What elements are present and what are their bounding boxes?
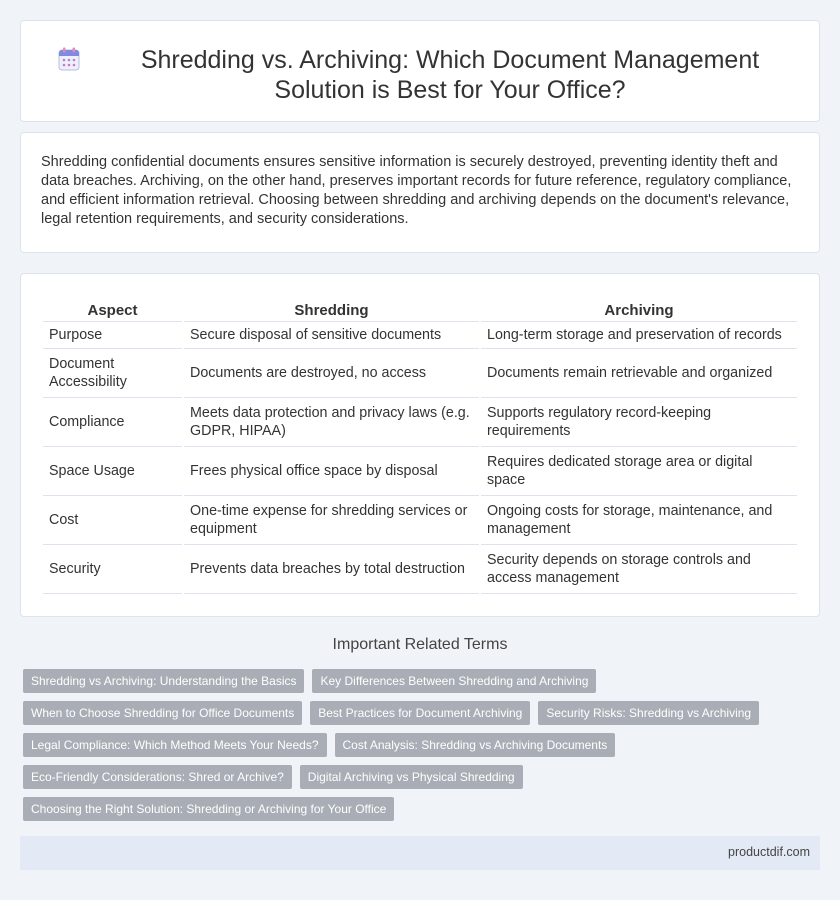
table-row	[43, 496, 797, 545]
table-header-row	[43, 296, 797, 322]
comparison-table	[41, 296, 799, 594]
related-term-tag[interactable]: Choosing the Right Solution: Shredding or Archiving for Your Office	[23, 797, 394, 821]
table-cell: Security	[43, 545, 182, 594]
table-row	[43, 322, 797, 349]
related-term-tag[interactable]: Best Practices for Document Archiving	[310, 701, 530, 725]
footer-site-name: productdif.com	[728, 845, 810, 859]
title-card	[20, 20, 820, 122]
header-archiving: Archiving	[481, 296, 797, 322]
table-cell: Document Accessibility	[43, 349, 182, 398]
table-cell: Documents are destroyed, no access	[184, 349, 479, 398]
table-row	[43, 398, 797, 447]
table-cell: Supports regulatory record-keeping requirements	[481, 398, 797, 447]
footer	[20, 836, 820, 870]
related-term-tag[interactable]: Security Risks: Shredding vs Archiving	[538, 701, 759, 725]
intro-card	[20, 132, 820, 253]
related-term-tag[interactable]: Legal Compliance: Which Method Meets Your Needs?	[23, 733, 327, 757]
intro-paragraph: Shredding confidential documents ensures sensitive information is securely destroyed, preventing identity theft and data breaches. Archiving, on the other hand, preserves important records for future reference, regulatory compliance, and efficient information retrieval. Choosing between shredding and archiving depends on the document's relevance, legal retention requirements, and security considerations.	[41, 154, 792, 227]
related-terms-list	[23, 669, 803, 821]
related-term-tag[interactable]: Shredding vs Archiving: Understanding the Basics	[23, 669, 304, 693]
table-row	[43, 349, 797, 398]
related-term-tag[interactable]: Eco-Friendly Considerations: Shred or Archive?	[23, 765, 292, 789]
table-cell: Space Usage	[43, 447, 182, 496]
header-aspect: Aspect	[43, 296, 182, 322]
table-cell: Requires dedicated storage area or digital space	[481, 447, 797, 496]
table-cell: Long-term storage and preservation of records	[481, 322, 797, 349]
table-cell: Frees physical office space by disposal	[184, 447, 479, 496]
table-cell: Meets data protection and privacy laws (e.g. GDPR, HIPAA)	[184, 398, 479, 447]
table-cell: Ongoing costs for storage, maintenance, and management	[481, 496, 797, 545]
table-row	[43, 447, 797, 496]
related-term-tag[interactable]: Cost Analysis: Shredding vs Archiving Documents	[335, 733, 616, 757]
related-term-tag[interactable]: Digital Archiving vs Physical Shredding	[300, 765, 523, 789]
related-term-tag[interactable]: When to Choose Shredding for Office Documents	[23, 701, 302, 725]
comparison-card	[20, 273, 820, 617]
table-cell: Security depends on storage controls and access management	[481, 545, 797, 594]
table-row	[43, 545, 797, 594]
table-cell: One-time expense for shredding services or equipment	[184, 496, 479, 545]
table-cell: Cost	[43, 496, 182, 545]
table-cell: Purpose	[43, 322, 182, 349]
related-term-tag[interactable]: Key Differences Between Shredding and Archiving	[312, 669, 596, 693]
calendar-icon	[58, 47, 80, 71]
table-cell: Prevents data breaches by total destruction	[184, 545, 479, 594]
table-cell: Documents remain retrievable and organized	[481, 349, 797, 398]
related-terms-title: Important Related Terms	[332, 636, 508, 653]
table-cell: Secure disposal of sensitive documents	[184, 322, 479, 349]
header-shredding: Shredding	[184, 296, 479, 322]
table-cell: Compliance	[43, 398, 182, 447]
page-title: Shredding vs. Archiving: Which Document Management Solution is Best for Your Office?	[140, 46, 760, 104]
